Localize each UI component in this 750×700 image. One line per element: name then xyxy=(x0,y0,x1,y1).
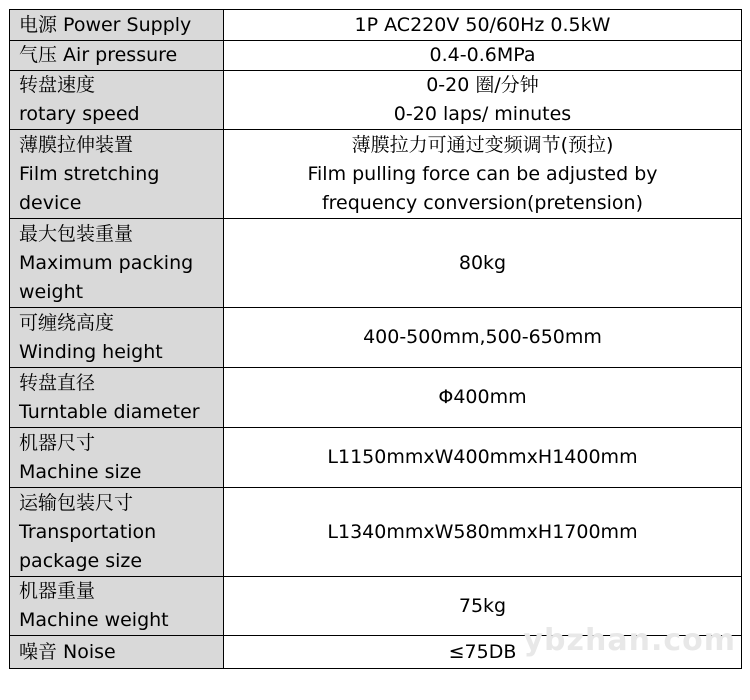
spec-row xyxy=(10,577,742,636)
spec-value-cell xyxy=(224,10,742,41)
spec-label-text: Machine size xyxy=(19,460,142,483)
spec-row xyxy=(10,10,742,41)
spec-label-text: Film stretching xyxy=(19,162,160,185)
spec-value-text: 1P AC220V 50/60Hz 0.5kW xyxy=(354,13,611,36)
spec-row xyxy=(10,41,742,71)
spec-row xyxy=(10,636,742,669)
spec-row xyxy=(10,130,742,219)
spec-label-text: Machine weight xyxy=(19,609,169,631)
spec-value-text: ≤75DB xyxy=(448,640,517,663)
spec-value-text: Φ400mm xyxy=(438,386,527,408)
spec-row xyxy=(10,219,742,308)
spec-label-cell xyxy=(10,368,224,428)
spec-row xyxy=(10,71,742,130)
spec-value-cell xyxy=(224,368,742,428)
spec-value-text: L1150mmxW400mmxH1400mm xyxy=(327,446,638,468)
spec-value-text: frequency conversion(pretension) xyxy=(321,191,644,214)
spec-value-text: 0-20 圈/分钟 xyxy=(426,74,539,96)
spec-value-cell xyxy=(224,219,742,308)
spec-label-cell xyxy=(10,308,224,368)
watermark: ybzhan.com xyxy=(523,623,736,658)
spec-label-text: 气压 Air pressure xyxy=(19,44,178,66)
spec-label-text: 运输包装尺寸 xyxy=(19,491,134,514)
spec-label-cell xyxy=(10,10,224,41)
spec-label-text: 最大包装重量 xyxy=(19,222,134,245)
spec-label-text: 转盘直径 xyxy=(19,371,96,394)
spec-value-text: 0-20 laps/ minutes xyxy=(393,103,572,125)
spec-label-text: Transportation xyxy=(19,520,157,543)
spec-value-cell xyxy=(224,636,742,669)
spec-value-cell xyxy=(224,577,742,636)
spec-label-text: 机器尺寸 xyxy=(19,431,96,454)
spec-value-text: 薄膜拉力可通过变频调节(预拉) xyxy=(351,133,614,156)
spec-value-cell xyxy=(224,71,742,130)
spec-label-cell xyxy=(10,130,224,219)
spec-label-text: Turntable diameter xyxy=(19,400,200,423)
spec-label-cell xyxy=(10,577,224,636)
spec-value-cell xyxy=(224,41,742,71)
spec-value-cell xyxy=(224,130,742,219)
spec-row xyxy=(10,368,742,428)
spec-label-cell xyxy=(10,488,224,577)
spec-label-text: rotary speed xyxy=(19,103,140,125)
spec-table-body xyxy=(10,10,742,669)
spec-value-text: 0.4-0.6MPa xyxy=(429,44,536,66)
spec-value-cell xyxy=(224,428,742,488)
spec-label-text: Maximum packing xyxy=(19,251,194,274)
spec-label-cell xyxy=(10,428,224,488)
spec-label-text: 可缠绕高度 xyxy=(19,311,115,334)
spec-value-cell xyxy=(224,308,742,368)
spec-value-text: Film pulling force can be adjusted by xyxy=(307,162,658,185)
spec-value-cell xyxy=(224,488,742,577)
spec-label-cell xyxy=(10,71,224,130)
spec-label-text: 噪音 Noise xyxy=(19,640,116,663)
spec-row xyxy=(10,488,742,577)
spec-row xyxy=(10,308,742,368)
spec-value-text: 400-500mm,500-650mm xyxy=(363,326,602,348)
spec-value-text: 75kg xyxy=(458,594,507,617)
spec-row xyxy=(10,428,742,488)
spec-label-text: 转盘速度 xyxy=(19,74,96,96)
spec-label-text: 机器重量 xyxy=(19,580,96,602)
spec-table xyxy=(9,9,742,669)
spec-label-text: device xyxy=(19,191,82,214)
spec-label-text: 薄膜拉伸装置 xyxy=(19,133,134,156)
spec-label-cell xyxy=(10,636,224,669)
spec-label-cell xyxy=(10,219,224,308)
spec-label-text: 电源 Power Supply xyxy=(19,13,192,36)
spec-label-cell xyxy=(10,41,224,71)
spec-value-text: 80kg xyxy=(458,251,507,274)
spec-label-text: package size xyxy=(19,549,143,572)
spec-label-text: weight xyxy=(19,280,84,303)
spec-label-text: Winding height xyxy=(19,340,163,363)
spec-value-text: L1340mmxW580mmxH1700mm xyxy=(327,520,638,543)
